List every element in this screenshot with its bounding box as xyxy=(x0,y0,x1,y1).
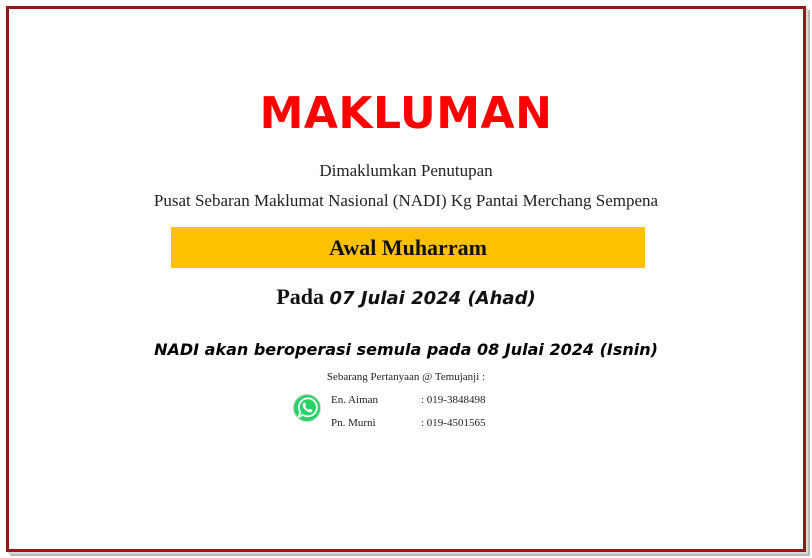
whatsapp-icon xyxy=(292,393,322,423)
center-name: Pusat Sebaran Maklumat Nasional (NADI) Kg Pantai Merchang Sempena xyxy=(153,191,659,210)
contact-name: Pn. Murni xyxy=(331,417,376,429)
enquiry-label: Sebarang Pertanyaan @ Temujanji : xyxy=(326,371,486,383)
date-prefix: Pada xyxy=(276,284,330,309)
date-value: 07 Julai 2024 (Ahad) xyxy=(329,288,536,309)
occasion-banner xyxy=(171,227,645,268)
contact-phone: : 019-3848498 xyxy=(421,394,486,406)
closure-date xyxy=(0,284,812,310)
notice-title: MAKLUMAN xyxy=(259,88,553,139)
contact-phone: : 019-4501565 xyxy=(421,417,486,429)
resume-notice: NADI akan beroperasi semula pada 08 Julai 2024 (Isnin) xyxy=(154,340,658,359)
contact-name: En. Aiman xyxy=(331,394,379,406)
closure-text: Dimaklumkan Penutupan xyxy=(319,161,493,180)
occasion-label: Awal Muharram xyxy=(329,234,487,260)
